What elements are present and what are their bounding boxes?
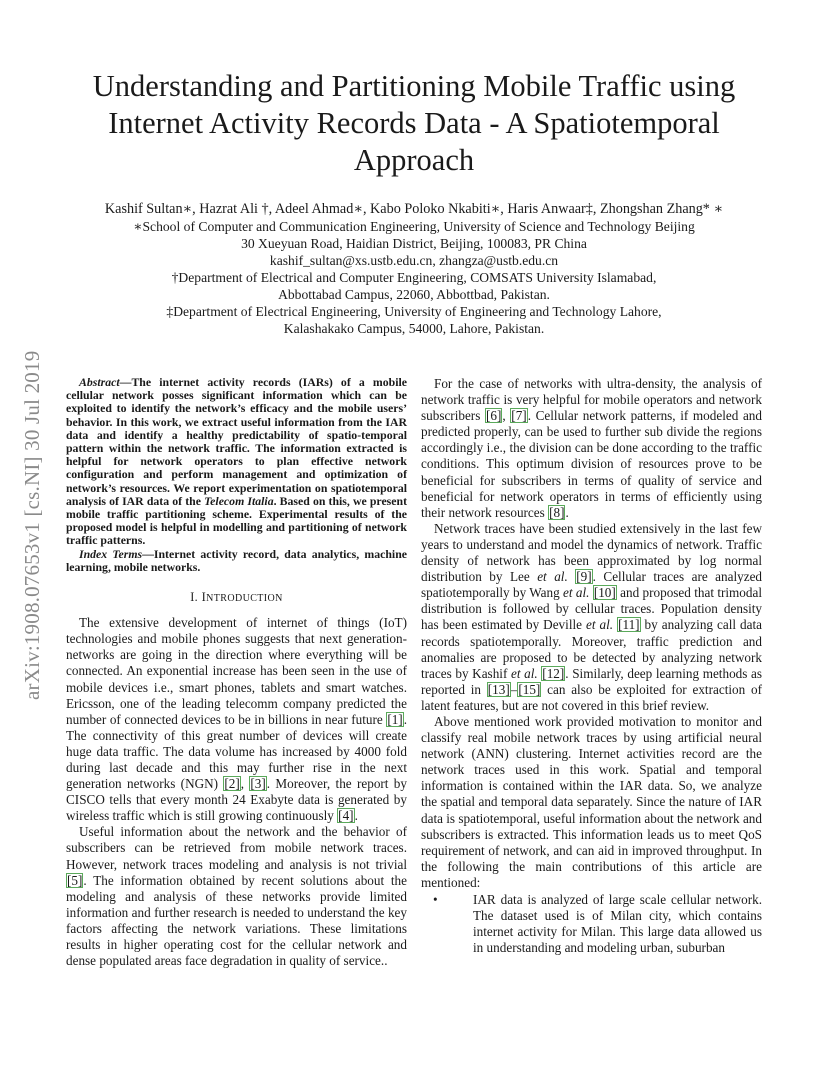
citation-link[interactable]: [5] [67,872,83,888]
section-numeral: I. [190,590,202,605]
bullet-dot-icon: • [433,892,438,907]
index-terms-text: —Internet activity record, data analytics, machine learning, mobile networks. [66,546,407,574]
citation-link[interactable]: [11] [618,617,640,633]
affiliation-line: ‡Department of Electrical Engineering, University of Engineering and Technology Lahore, [166,304,662,319]
body-paragraph: For the case of networks with ultra-density, the analysis of network traffic is very helpful for mobile operators and network subscribers [6], [7]. Cellular network patterns, if modeled and predicted properly, can be used to further sub divide the regions accordingly i.e., the division can be done according to the traffic conditions. This optimum division of resources prove to be beneficial for subscribers in terms of quality of service and beneficial for network operators in terms of efficiently using their network resources [8]. [421,376,762,520]
contribution-bullet [421,892,762,956]
title-line: Understanding and Partitioning Mobile Traffic using [92,69,736,103]
bullet-text: IAR data is analyzed of large scale cellular network. The dataset used is of Milan city, which contains internet activity for Milan. This large data allowed us in understanding and modeling urban, suburban [473,892,762,956]
abstract-label: Abstract [79,375,120,389]
body-paragraph: Above mentioned work provided motivation to monitor and classify real mobile network traces by using artificial neural network (ANN) clustering. Internet activities record are the network traces used in this work. Spatial and temporal information is contained within the IAR data. So, we analyze the spatial and temporal data separately. Since the nature of IAR data is spatiotemporal, useful information about the network and subscribers is extracted. This information leads us to meet QoS requirement of network, and can aid in improved throughput. In the following the main contributions of this article are mentioned: [421,713,762,890]
section-heading-introduction [66,589,407,607]
citation-link[interactable]: [12] [542,665,565,681]
index-terms-label: Index Terms [79,546,143,561]
et-al: et al. [537,569,568,585]
paper-title [40,68,788,179]
section-heading-rest: NTRODUCTION [206,593,283,605]
affiliation-emails: kashif_sultan@xs.ustb.edu.cn, zhangza@ustb.edu.cn [269,253,559,268]
citation-link[interactable]: [15] [518,681,541,697]
left-column [66,376,407,969]
et-al: et al. [586,617,614,633]
abstract-italic-name: Telecom Italia [204,493,274,508]
author-names: Kashif Sultan∗, Hazrat Ali †, Adeel Ahmad∗, Kabo Poloko Nkabiti∗, Haris Anwaar‡, Zhongshan Zhang* ∗ [104,201,724,217]
affiliation-line: †Department of Electrical and Computer Engineering, COMSATS University Islamabad, [171,270,657,285]
abstract-text: . Based on this, we present mobile traffic partitioning scheme. Experimental results of the proposed model is helpful in modelling and partitioning of network traffic patterns. [66,493,407,548]
citation-link[interactable]: [7] [511,408,527,424]
arxiv-identifier-stamp: arXiv:1908.07653v1 [cs.NI] 30 Jul 2019 [20,350,44,700]
citation-link[interactable]: [3] [250,776,266,792]
abstract-text: —The internet activity records (IARs) of a mobile cellular network posses significant information which can be exploited to identify the network’s efficacy and the mobile users’ behavior. In this work, we extract useful information from the IAR data and identify a healthy predictability of spatio-temporal pattern within the network traffic. The information extracted is helpful for network operators to plan effective network configuration and perform management and optimization of network’s resources. We report experimentation on spatiotemporal analysis of IAR data of the [66,375,407,508]
abstract [66,376,407,548]
citation-link[interactable]: [6] [485,408,502,424]
index-terms [66,548,407,574]
section-heading-initial: I [201,590,207,605]
citation-link[interactable]: [8] [549,504,565,520]
affiliation-line: Kalashakako Campus, 54000, Lahore, Pakistan. [283,321,545,336]
body-paragraph: Useful information about the network and the behavior of subscribers can be retrieved from mobile network traces. However, network traces modeling and analysis is not trivial [5]. The information obtained by recent solutions about the modeling and analysis of these networks provide limited information and further research is needed to understand the key factors affecting the network variations. These limitations results in higher operating cost for the cellular network and dense populated areas face degradation in quality of service.. [66,824,407,969]
right-column [421,376,762,956]
title-line: Approach [353,143,475,177]
body-paragraph: Network traces have been studied extensively in the last few years to understand and model the dynamics of network. Traffic density of network has been approximated by log normal distribution by Lee et al. [9]. Cellular traces are analyzed spatiotemporally by Wang et al. [10] and proposed that trimodal distribution is followed by cellular traces. Population density has been estimated by Deville et al. [11] by analyzing call data records spatiotemporally. Moreover, traffic prediction and anomalies are proposed to be detected by analyzing network traces by Kashif et al. [12]. Similarly, deep learning methods as reported in [13]–[15] can also be exploited for extraction of latent features, but are not covered in this brief review. [421,520,763,713]
citation-link[interactable]: [4] [338,808,354,824]
title-line: Internet Activity Records Data - A Spatiotemporal [108,106,720,140]
citation-link[interactable]: [2] [224,776,240,792]
affiliation-line: 30 Xueyuan Road, Haidian District, Beijing, 100083, PR China [241,236,587,251]
et-al: et al. [510,665,538,681]
citation-link[interactable]: [13] [487,681,510,697]
citation-link[interactable]: [9] [576,569,592,585]
body-paragraph: The extensive development of internet of things (IoT) technologies and mobile phones suggests that next generation-networks are going in the direction where everything will be connected. An exponential increase has been seen in the use of mobile devices i.e., smart phones, tablets and smart watches. Ericsson, one of the leading telecomm company predicted the number of connected devices to be in billions in near future [1]. The connectivity of this great number of devices will create huge data traffic. The data volume has increased by 4000 fold during last decade and this may further rise in the next generation networks (NGN) [2], [3]. Moreover, the report by CISCO tells that every month 24 Exabyte data is generated by wireless traffic which is still growing continuously [4]. [66,615,407,824]
citation-link[interactable]: [10] [593,585,616,601]
affiliation-line: ∗School of Computer and Communication Engineering, University of Science and Technology Beijing [133,219,695,234]
et-al: et al. [563,585,590,601]
author-block [40,200,788,337]
citation-link[interactable]: [1] [387,711,403,727]
affiliation-line: Abbottabad Campus, 22060, Abbottbad, Pakistan. [278,287,550,302]
